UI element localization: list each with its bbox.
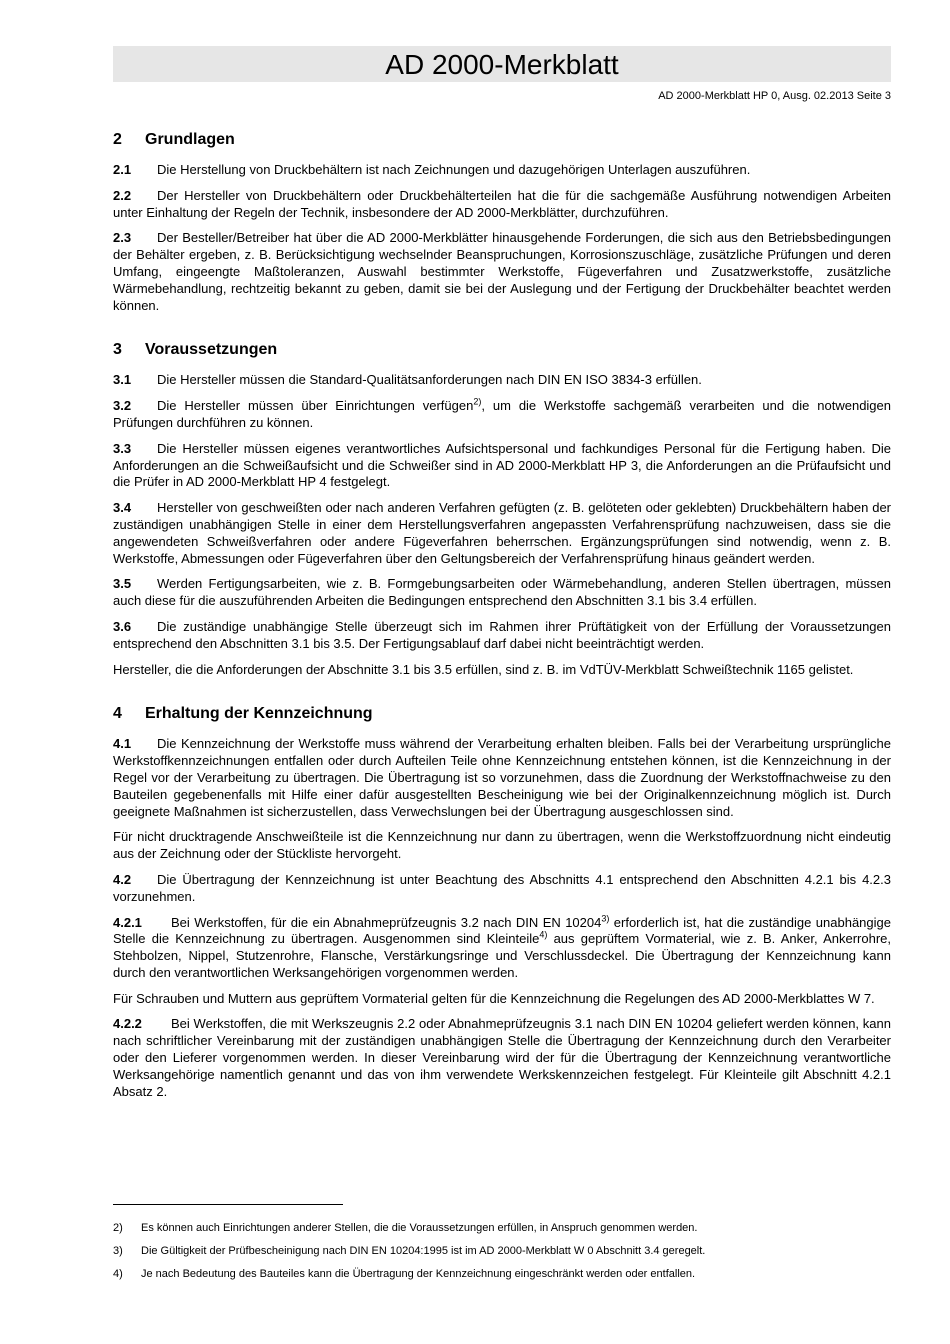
paragraph-number: 2.2 [113, 187, 132, 203]
paragraph-3-4 [113, 500, 891, 567]
paragraph-number: 3.5 [113, 576, 132, 592]
paragraph-text: , um die Werkstoffe sachgemäß verarbeiten und die notwendigen Prüfungen durchführen zu können. [113, 398, 891, 430]
section-erhaltung-kennzeichnung [113, 702, 891, 1100]
footnote-separator [113, 1204, 343, 1205]
header-banner: AD 2000-Merkblatt [113, 46, 891, 82]
footnote-text: Es können auch Einrichtungen anderer Stellen, die die Voraussetzungen erfüllen, in Anspruch genommen werden. [141, 1222, 698, 1234]
paragraph-text: Die Hersteller müssen über Einrichtungen verfügen [157, 398, 474, 414]
footnote-reference[interactable]: 4) [539, 929, 548, 940]
section-number: 3 [113, 341, 122, 359]
section-heading [113, 702, 891, 726]
paragraph-2-2 [113, 188, 891, 222]
footnote-4 [113, 1267, 891, 1281]
section-title: Voraussetzungen [145, 341, 278, 359]
paragraph-3-1 [113, 372, 891, 389]
section-voraussetzungen [113, 338, 891, 678]
paragraph-text: Bei Werkstoffen, die mit Werkszeugnis 2.2 oder Abnahmeprüfzeugnis 3.1 nach DIN EN 10204 geliefert werden können, kann nach schriftlicher Vereinbarung mit der zuständigen unabhängigen Stelle die Übertragung der Kennzeichnung durch den Verarbeiter oder den Lieferer vorgenommen werden. In dieser Vereinbarung wird der für die Übertragung der Kennzeichnung verantwortliche Werksangehörige namentlich genannt und das von ihm verwendete Werkskennzeichen festgelegt. Für Kleinteile gilt Abschnitt 4.2.1 Absatz 2. [113, 1016, 891, 1099]
paragraph-text: Bei Werkstoffen, für die ein Abnahmeprüfzeugnis 3.2 nach DIN EN 10204 [171, 914, 602, 930]
paragraph-2-3 [113, 230, 891, 314]
paragraph-3-note [113, 662, 891, 679]
paragraph-text: Der Hersteller von Druckbehältern oder Druckbehälterteilen hat die für die sachgemäße Ausführung notwendigen Arbeiten unter Einhaltung der Regeln der Technik, insbesondere der AD 2000-Merkblätter, durchzuführen. [113, 187, 891, 220]
paragraph-text: Hersteller, die die Anforderungen der Abschnitte 3.1 bis 3.5 erfüllen, sind z. B. im VdTÜV-Merkblatt Schweißtechnik 1165 gelistet. [113, 661, 854, 677]
footnote-text: Die Gültigkeit der Prüfbescheinigung nach DIN EN 10204:1995 ist im AD 2000-Merkblatt W 0 Abschnitt 3.4 geregelt. [141, 1245, 706, 1257]
paragraph-4-2-2 [113, 1016, 891, 1100]
paragraph-2-1 [113, 162, 891, 179]
paragraph-number: 4.2.2 [113, 1016, 142, 1032]
paragraph-text: Die Herstellung von Druckbehältern ist nach Zeichnungen und dazugehörigen Unterlagen auszuführen. [157, 162, 751, 177]
paragraph-number: 3.3 [113, 440, 132, 456]
paragraph-text: Die Übertragung der Kennzeichnung ist unter Beachtung des Abschnitts 4.1 entsprechend den Abschnitten 4.2.1 bis 4.2.3 vorzunehmen. [113, 871, 891, 904]
paragraph-text: Für nicht drucktragende Anschweißteile ist die Kennzeichnung nur dann zu übertragen, wenn die Werkstoffzuordnung nicht eindeutig aus der Zeichnung oder der Stückliste hervorgeht. [113, 829, 891, 862]
paragraph-4-1 [113, 736, 891, 820]
paragraph-4-2-1 [113, 915, 891, 982]
section-heading [113, 128, 891, 152]
paragraph-number: 4.2.1 [113, 914, 142, 930]
section-title: Grundlagen [145, 131, 235, 148]
paragraph-text: erforderlich ist, hat die zuständige unabhängige Stelle die Kennzeichnung zu übertragen. Ausgenommen sind Kleinteile [113, 914, 891, 947]
footnote-reference[interactable]: 2) [473, 396, 482, 407]
footnote-3 [113, 1244, 891, 1258]
paragraph-3-6 [113, 619, 891, 653]
section-title: Erhaltung der Kennzeichnung [145, 705, 373, 723]
paragraph-text: Die Kennzeichnung der Werkstoffe muss während der Verarbeitung erhalten bleiben. Falls bei der Verarbeitung ursprüngliche Werkstoffkennzeichnungen entfallen oder durch Aufteilen Teile ohne Kennzeichnung entstehen können, ist die Kennzeichnung in der Regel vor der Verarbeitung zu übertragen. Die Übertragung ist so vorzunehmen, dass die Zuordnung der Werkstoffnachweise zu den Bauteilen gegebenenfalls mit Hilfe einer dafür ausgestellten Bescheinigung wie bei der Originalkennzeichnung möglich ist. Durch geeignete Maßnahmen ist sicherzustellen, dass Verwechslungen bei der Übertragung ausgeschlossen sind. [113, 736, 891, 819]
paragraph-3-2 [113, 398, 891, 432]
paragraph-text: aus geprüftem Vormaterial, wie z. B. Anker, Ankerrohre, Stehbolzen, Nippel, Stutzenrohre, Flansche, Verstärkungsringe und Verschlussdeckel. Die Übertragung der Kennzeichnung kann durch den verantwortlichen Werksangehörigen vorgenommen werden. [113, 931, 891, 980]
footnotes [113, 1221, 891, 1290]
paragraph-number: 3.6 [113, 618, 132, 634]
paragraph-text: Die Hersteller müssen die Standard-Qualitätsanforderungen nach DIN EN ISO 3834-3 erfüllen. [157, 372, 702, 388]
paragraph-number: 3.4 [113, 500, 132, 516]
paragraph-4-2 [113, 872, 891, 906]
section-grundlagen [113, 128, 891, 314]
paragraph-text: Die zuständige unabhängige Stelle überzeugt sich im Rahmen ihrer Prüftätigkeit von der Erfüllung der Voraussetzungen entsprechend den Abschnitten 3.1 bis 3.5. Der Fertigungsablauf darf dabei nicht beeinträchtigt werden. [113, 618, 891, 651]
footnote-2 [113, 1221, 891, 1235]
paragraph-number: 4.1 [113, 736, 132, 752]
footnote-mark: 4) [113, 1268, 123, 1280]
footnote-mark: 2) [113, 1222, 123, 1234]
paragraph-number: 4.2 [113, 871, 132, 887]
page-reference: AD 2000-Merkblatt HP 0, Ausg. 02.2013 Seite 3 [658, 90, 891, 102]
paragraph-number: 3.1 [113, 372, 132, 388]
paragraph-4-1-note [113, 829, 891, 863]
section-number: 2 [113, 131, 122, 148]
paragraph-4-2-1-note [113, 991, 891, 1008]
paragraph-text: Die Hersteller müssen eigenes verantwortliches Aufsichtspersonal und fachkundiges Personal für die Fertigung haben. Die Anforderungen an die Schweißaufsicht und die Schweißer sind in AD 2000-Merkblatt HP 3, die Anforderungen an die Prüfaufsicht und die Prüfer in AD 2000-Merkblatt HP 4 festgelegt. [113, 440, 891, 490]
footnote-reference[interactable]: 3) [601, 913, 610, 924]
paragraph-text: Für Schrauben und Muttern aus geprüftem Vormaterial gelten für die Kennzeichnung die Regelungen des AD 2000-Merkblattes W 7. [113, 990, 875, 1006]
paragraph-number: 2.3 [113, 230, 132, 246]
paragraph-text: Hersteller von geschweißten oder nach anderen Verfahren gefügten (z. B. gelöteten oder geklebten) Druckbehältern haben der zuständigen unabhängigen Stelle in einer dem Herstellungsverfahren angepassten Verfahrensprüfung nachzuweisen, dass sie die angewendeten Schweißverfahren oder andere Fügeverfahren beherrschen. Ergänzungsprüfungen sind notwendig, wenn z. B. Werkstoffe, Abmessungen oder Fügeverfahren über den Geltungsbereich der Verfahrensprüfung hinaus geändert werden. [113, 500, 891, 566]
footnote-text: Je nach Bedeutung des Bauteiles kann die Übertragung der Kennzeichnung eingeschränkt werden oder entfallen. [141, 1268, 696, 1280]
paragraph-text: Der Besteller/Betreiber hat über die AD 2000-Merkblätter hinausgehende Forderungen, die sich aus den Betriebsbedingungen der Behälter ergeben, z. B. Berücksichtigung wechselnder Beanspruchungen, Korrosionszuschläge, zusätzliche Prüfungen und deren Umfang, eingeengte Maßtoleranzen, Auswahl bestimmter Werkstoffe, Fügeverfahren und Zusatzwerkstoffe, zusätzliche Wärmebehandlung, rechtzeitig bekannt zu geben, damit sie bei der Auslegung und der Fertigung der Druckbehälter beachtet werden können. [113, 230, 891, 313]
paragraph-3-5 [113, 576, 891, 610]
section-number: 4 [113, 705, 122, 723]
paragraph-number: 3.2 [113, 398, 132, 414]
main-content [113, 128, 891, 1124]
section-heading [113, 338, 891, 362]
paragraph-number: 2.1 [113, 162, 132, 177]
paragraph-3-3 [113, 441, 891, 491]
paragraph-text: Werden Fertigungsarbeiten, wie z. B. Formgebungsarbeiten oder Wärmebehandlung, anderen Stellen übertragen, müssen auch diese für die auszuführenden Arbeiten die Bedingungen entsprechend den Abschnitten 3.1 bis 3.4 erfüllen. [113, 576, 891, 609]
footnote-mark: 3) [113, 1245, 123, 1257]
